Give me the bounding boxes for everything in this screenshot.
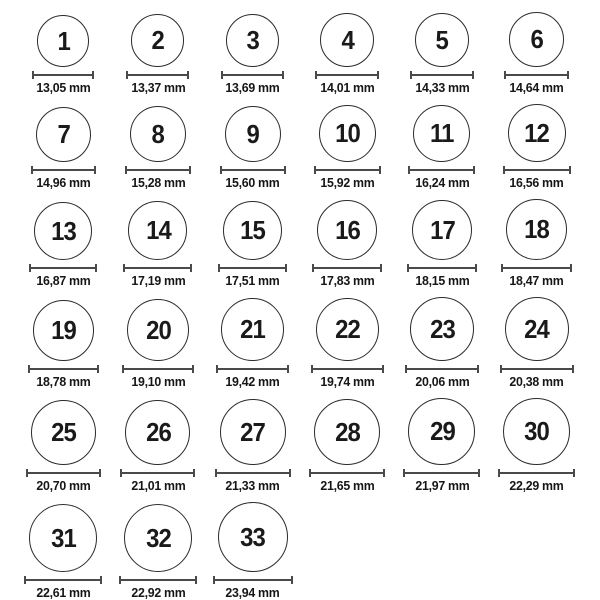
- diameter-label: 14,01 mm: [320, 80, 375, 95]
- ring-circle: [413, 105, 470, 162]
- diameter-label: 21,01 mm: [130, 478, 185, 493]
- ring-size-cell: [312, 200, 382, 287]
- diameter-label: 16,87 mm: [36, 273, 91, 288]
- ring-size-cell: [29, 202, 97, 287]
- diameter-ruler: [407, 264, 477, 272]
- diameter-label: 16,24 mm: [414, 175, 469, 190]
- ring-size-cell: [405, 297, 479, 388]
- diameter-label: 14,64 mm: [509, 80, 564, 95]
- ring-circle: [124, 504, 192, 572]
- ring-circle: [130, 106, 186, 162]
- ring-circle: [317, 200, 377, 260]
- ring-size-cell: [216, 298, 289, 388]
- diameter-label: 18,47 mm: [509, 273, 564, 288]
- diameter-label: 17,19 mm: [130, 273, 185, 288]
- chart-row: [16, 104, 584, 189]
- ring-size-number: 4: [341, 24, 354, 55]
- diameter-label: 22,61 mm: [36, 585, 91, 600]
- ring-size-cell: [215, 399, 291, 492]
- ring-size-cell: [126, 14, 189, 94]
- ring-circle: [34, 202, 92, 260]
- ring-size-number: 6: [530, 24, 543, 54]
- diameter-label: 20,06 mm: [414, 374, 469, 389]
- ring-size-number: 19: [50, 315, 76, 345]
- diameter-ruler: [410, 71, 474, 79]
- diameter-ruler: [32, 71, 94, 79]
- ring-size-number: 2: [151, 25, 165, 55]
- diameter-ruler: [498, 469, 575, 477]
- chart-row: [16, 199, 584, 287]
- ring-size-number: 33: [240, 521, 266, 552]
- diameter-label: 20,38 mm: [509, 374, 564, 389]
- diameter-ruler: [314, 166, 381, 174]
- ring-circle: [316, 298, 379, 361]
- ring-size-cell: [32, 15, 94, 94]
- ring-circle: [408, 398, 475, 465]
- diameter-label: 13,37 mm: [130, 80, 185, 95]
- diameter-label: 21,65 mm: [320, 478, 375, 493]
- chart-row: [16, 398, 584, 492]
- ring-size-cell: [311, 298, 384, 388]
- ring-size-number: 21: [240, 314, 266, 344]
- diameter-ruler: [123, 264, 192, 272]
- ring-size-number: 1: [57, 25, 70, 56]
- ring-size-cell: [24, 504, 102, 599]
- ring-size-cell: [309, 399, 385, 492]
- diameter-ruler: [28, 365, 99, 373]
- ring-circle: [29, 504, 97, 572]
- diameter-label: 13,05 mm: [36, 80, 91, 95]
- ring-size-number: 23: [429, 313, 455, 344]
- diameter-ruler: [408, 166, 475, 174]
- diameter-label: 21,97 mm: [414, 478, 469, 493]
- ring-circle: [223, 201, 282, 260]
- ring-size-cell: [220, 106, 286, 189]
- diameter-ruler: [218, 264, 287, 272]
- ring-size-number: 18: [524, 214, 550, 244]
- ring-size-number: 20: [145, 314, 171, 345]
- diameter-ruler: [29, 264, 97, 272]
- diameter-label: 15,92 mm: [320, 175, 375, 190]
- diameter-label: 18,15 mm: [414, 273, 469, 288]
- ring-circle: [125, 400, 190, 465]
- ring-circle: [220, 399, 286, 465]
- ring-circle: [508, 104, 566, 162]
- ring-size-cell: [500, 297, 574, 388]
- ring-circle: [320, 13, 374, 67]
- ring-circle: [506, 199, 567, 260]
- ring-size-number: 22: [334, 314, 360, 344]
- ring-circle: [36, 107, 91, 162]
- diameter-label: 21,33 mm: [225, 478, 280, 493]
- ring-size-cell: [119, 504, 197, 599]
- diameter-label: 17,51 mm: [225, 273, 280, 288]
- ring-size-number: 28: [334, 416, 360, 447]
- ring-size-number: 29: [429, 416, 455, 446]
- ring-size-number: 16: [334, 214, 360, 245]
- ring-circle: [37, 15, 89, 67]
- ring-size-cell: [408, 105, 475, 189]
- ring-circle: [31, 400, 96, 465]
- diameter-label: 19,10 mm: [130, 374, 185, 389]
- diameter-ruler: [311, 365, 384, 373]
- chart-row: [16, 12, 584, 94]
- ring-circle: [319, 105, 376, 162]
- ring-circle: [505, 297, 569, 361]
- diameter-ruler: [120, 469, 195, 477]
- ring-size-number: 30: [524, 416, 550, 446]
- diameter-ruler: [213, 576, 293, 584]
- diameter-ruler: [503, 166, 571, 174]
- ring-size-cell: [123, 201, 192, 287]
- diameter-label: 15,28 mm: [130, 175, 185, 190]
- diameter-ruler: [309, 469, 385, 477]
- diameter-ruler: [220, 166, 286, 174]
- ring-size-cell: [407, 200, 477, 287]
- ring-size-number: 15: [240, 215, 266, 245]
- diameter-ruler: [126, 71, 189, 79]
- ring-size-cell: [122, 299, 194, 388]
- diameter-label: 23,94 mm: [225, 585, 280, 600]
- diameter-ruler: [403, 469, 480, 477]
- ring-size-cell: [213, 502, 293, 599]
- diameter-label: 14,96 mm: [36, 175, 91, 190]
- ring-size-number: 10: [334, 118, 360, 148]
- diameter-ruler: [501, 264, 572, 272]
- diameter-ruler: [122, 365, 194, 373]
- diameter-label: 15,60 mm: [225, 175, 280, 190]
- ring-size-number: 8: [151, 118, 165, 149]
- ring-size-cell: [503, 104, 571, 189]
- diameter-label: 14,33 mm: [414, 80, 469, 95]
- ring-size-cell: [221, 14, 284, 94]
- ring-size-cell: [403, 398, 480, 492]
- chart-row: [16, 502, 584, 599]
- ring-size-cell: [410, 13, 474, 94]
- diameter-ruler: [500, 365, 574, 373]
- diameter-ruler: [312, 264, 382, 272]
- diameter-label: 19,42 mm: [225, 374, 280, 389]
- ring-circle: [503, 398, 570, 465]
- ring-circle: [131, 14, 184, 67]
- ring-size-cell: [218, 201, 287, 287]
- ring-size-number: 31: [50, 522, 76, 553]
- ring-size-number: 13: [50, 215, 76, 246]
- diameter-label: 19,74 mm: [320, 374, 375, 389]
- diameter-ruler: [31, 166, 96, 174]
- diameter-ruler: [125, 166, 191, 174]
- ring-size-number: 32: [145, 522, 171, 553]
- diameter-ruler: [221, 71, 284, 79]
- ring-size-cell: [504, 12, 569, 94]
- ring-size-number: 17: [429, 214, 455, 245]
- diameter-ruler: [26, 469, 101, 477]
- ring-size-cell: [315, 13, 379, 94]
- diameter-ruler: [215, 469, 291, 477]
- diameter-label: 20,70 mm: [36, 478, 91, 493]
- ring-circle: [33, 300, 94, 361]
- ring-size-number: 27: [240, 416, 266, 447]
- ring-size-number: 3: [246, 25, 259, 55]
- ring-size-cell: [31, 107, 96, 189]
- diameter-label: 16,56 mm: [509, 175, 564, 190]
- ring-size-number: 26: [145, 417, 171, 447]
- chart-row: [16, 297, 584, 388]
- ring-size-number: 11: [430, 118, 454, 148]
- ring-size-cell: [314, 105, 381, 189]
- ring-circle: [412, 200, 472, 260]
- ring-circle: [218, 502, 288, 572]
- ring-circle: [226, 14, 279, 67]
- ring-size-number: 24: [524, 313, 550, 344]
- ring-size-cell: [26, 400, 101, 492]
- ring-size-number: 7: [57, 119, 70, 149]
- ring-circle: [127, 299, 189, 361]
- diameter-ruler: [405, 365, 479, 373]
- ring-size-cell: [498, 398, 575, 492]
- ring-size-cell: [120, 400, 195, 492]
- ring-size-number: 9: [246, 118, 259, 149]
- diameter-ruler: [504, 71, 569, 79]
- ring-size-number: 12: [524, 117, 550, 148]
- diameter-label: 22,92 mm: [130, 585, 185, 600]
- ring-size-cell: [501, 199, 572, 287]
- ring-circle: [314, 399, 380, 465]
- diameter-label: 18,78 mm: [36, 374, 91, 389]
- diameter-label: 22,29 mm: [509, 478, 564, 493]
- diameter-ruler: [315, 71, 379, 79]
- ring-circle: [410, 297, 474, 361]
- ring-size-number: 14: [145, 215, 171, 245]
- diameter-ruler: [119, 576, 197, 584]
- ring-circle: [225, 106, 281, 162]
- ring-circle: [221, 298, 284, 361]
- diameter-label: 17,83 mm: [320, 273, 375, 288]
- diameter-ruler: [24, 576, 102, 584]
- ring-size-number: 25: [50, 417, 76, 447]
- ring-circle: [415, 13, 469, 67]
- ring-size-number: 5: [435, 24, 449, 55]
- ring-size-cell: [28, 300, 99, 388]
- diameter-ruler: [216, 365, 289, 373]
- ring-circle: [128, 201, 187, 260]
- ring-size-cell: [125, 106, 191, 189]
- ring-circle: [509, 12, 564, 67]
- diameter-label: 13,69 mm: [225, 80, 280, 95]
